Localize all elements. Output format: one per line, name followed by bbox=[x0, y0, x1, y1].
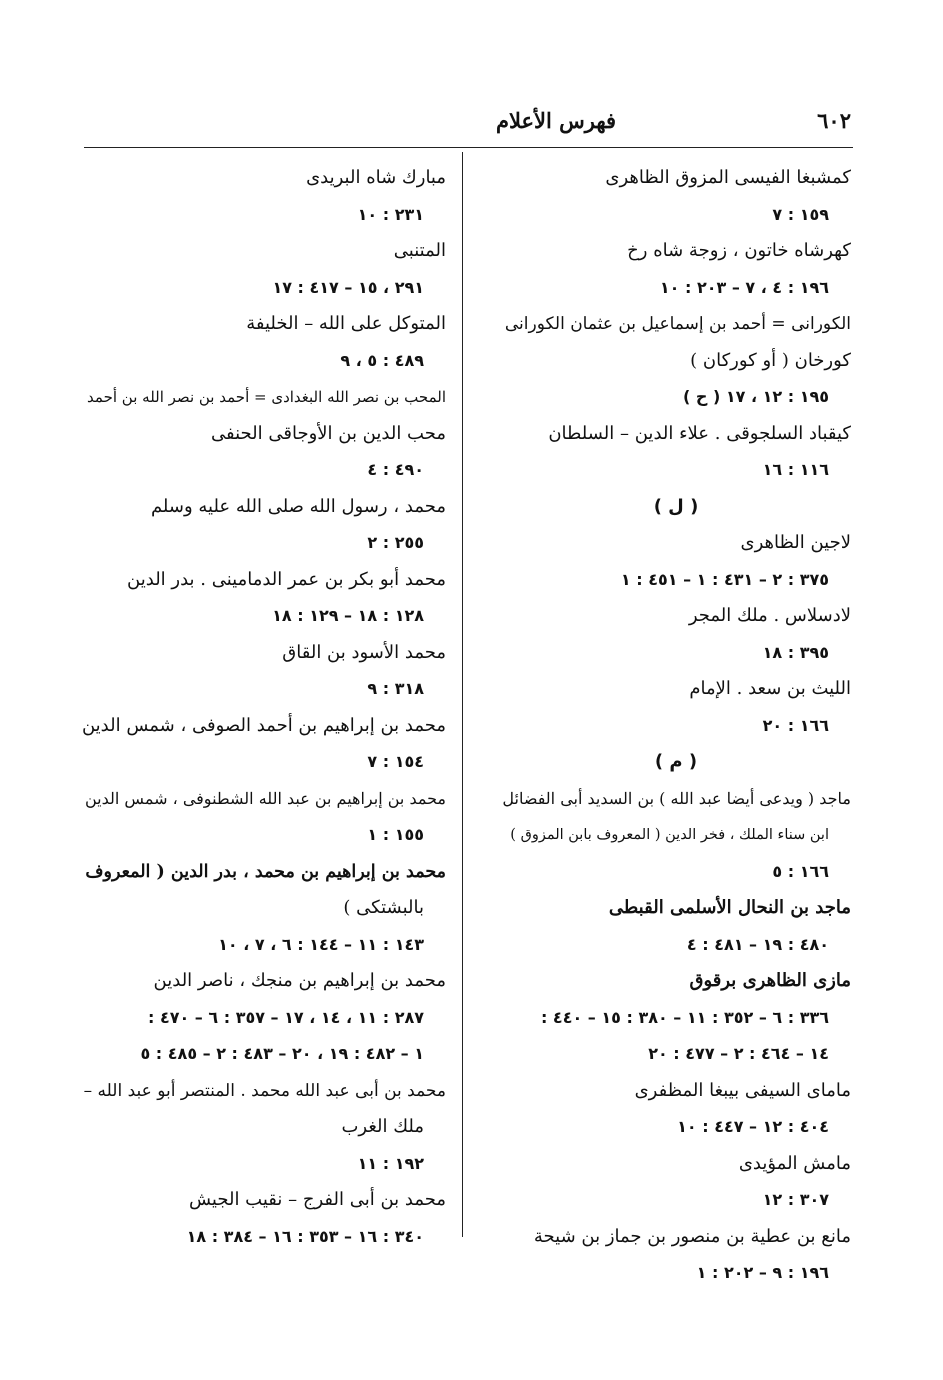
running-title: فهرس الأعلام bbox=[495, 108, 617, 133]
page-references: ١٩٥ : ١٢ ، ١٧ ( ح ) bbox=[683, 387, 829, 406]
page-references: ٤٠٤ : ١٢ – ٤٤٧ : ١٠ bbox=[677, 1117, 829, 1136]
page-references: ١٥٤ : ٧ bbox=[367, 752, 424, 771]
page-references: ١ – ٤٨٢ : ١٩ ، ٢٠ – ٤٨٣ : ٢ – ٤٨٥ : ٥ bbox=[140, 1044, 424, 1063]
right-column bbox=[501, 160, 851, 1292]
page-references: ٢٩١ ، ١٥ – ٤١٧ : ١٧ bbox=[272, 277, 424, 297]
index-entry-name: كورخان ( أو كوركان ) bbox=[690, 349, 851, 371]
page-references: ٣١٨ : ٩ bbox=[367, 679, 424, 698]
page-references: ٣٣٦ : ٦ – ٣٥٢ : ١١ – ٣٨٠ : ١٥ – ٤٤٠ : bbox=[540, 1007, 829, 1027]
index-entry-name: المتنبى bbox=[393, 240, 446, 261]
index-entry-name: مامش المؤيدى bbox=[738, 1152, 851, 1174]
index-entry-name: كهرشاه خاتون ، زوجة شاه رخ bbox=[627, 240, 851, 261]
index-entry-name: كيقباد السلجوقى . علاء الدين – السلطان bbox=[548, 422, 851, 444]
page-references: ٤٨٩ : ٥ ، ٩ bbox=[340, 350, 424, 370]
page-references: ١٢٨ : ١٨ – ١٢٩ : ١٨ bbox=[272, 606, 424, 625]
index-entry-continuation: ابن سناء الملك ، فخر الدين ( المعروف بابن المزوق ) bbox=[510, 827, 829, 843]
letter-section-heading: ( م ) bbox=[654, 751, 698, 772]
index-entry-name: لاجين الظاهرى bbox=[740, 532, 851, 553]
page-references: ٣٩٥ : ١٨ bbox=[762, 642, 829, 662]
left-column bbox=[76, 160, 446, 1255]
index-entry-name: محمد الأسود بن القاق bbox=[282, 641, 446, 663]
header-rule bbox=[84, 147, 853, 148]
page-references: ١٥٩ : ٧ bbox=[772, 204, 829, 224]
index-entry-name: كمشبغا الفيسى المزوق الظاهرى bbox=[605, 167, 851, 188]
index-entry-name: محمد بن إبراهيم بن عبد الله الشطنوفى ، شمس الدين bbox=[84, 788, 446, 808]
index-entry-name: محمد ، رسول الله صلى الله عليه وسلم bbox=[150, 495, 446, 517]
page-header bbox=[86, 108, 851, 138]
page-references: ٤٨٠ : ١٩ – ٤٨١ : ٤ bbox=[686, 934, 829, 954]
index-entry-name: لادسلاس . ملك المجر bbox=[688, 605, 851, 626]
index-entry-name: مانع بن عطية بن منصور بن جماز بن شيحة bbox=[533, 1225, 851, 1247]
page-references: ٣٤٠ : ١٦ – ٣٥٣ : ١٦ – ٣٨٤ : ١٨ bbox=[186, 1226, 424, 1246]
page-references: ٤٩٠ : ٤ bbox=[367, 460, 424, 479]
page-references: ٣٧٥ : ٢ – ٤٣١ : ١ – ٤٥١ : ١ bbox=[620, 569, 829, 589]
index-entry-name: ماماى السيفى بيبغا المظفرى bbox=[634, 1079, 851, 1101]
index-entry-name: مازى الظاهرى برقوق bbox=[689, 970, 851, 991]
page-references: ١٩٢ : ١١ bbox=[357, 1153, 424, 1173]
page-references: ٣٠٧ : ١٢ bbox=[762, 1190, 829, 1209]
index-entry-name: محمد بن إبراهيم بن منجك ، ناصر الدين bbox=[153, 970, 446, 991]
page-references: ٢٨٧ : ١١ ، ١٤ ، ١٧ – ٣٥٧ : ٦ – ٤٧٠ : bbox=[147, 1007, 424, 1027]
page-references: ٢٣١ : ١٠ bbox=[357, 204, 424, 224]
index-entry-name: محمد بن أبى الفرج – نقيب الجيش bbox=[188, 1189, 446, 1210]
page-references: ١٩٦ : ٩ – ٢٠٢ : ١ bbox=[696, 1263, 829, 1282]
page-references: ١١٦ : ١٦ bbox=[762, 460, 829, 479]
page-references: ٢٥٥ : ٢ bbox=[367, 533, 424, 552]
index-entry-continuation: ملك الغرب bbox=[341, 1116, 424, 1137]
page-references: ١٩٦ : ٤ ، ٧ – ٢٠٣ : ١٠ bbox=[659, 277, 829, 297]
index-entry-name: محمد أبو بكر بن عمر الدمامينى . بدر الدين bbox=[127, 568, 446, 590]
page-references: ١٤٣ : ١١ – ١٤٤ : ٦ ، ٧ ، ١٠ bbox=[218, 934, 424, 954]
index-entry-name: محمد بن إبراهيم بن أحمد الصوفى ، شمس الدين bbox=[81, 714, 446, 736]
index-entry-name: المتوكل على الله – الخليفة bbox=[246, 313, 446, 334]
page-number: ٦٠٢ bbox=[817, 108, 851, 133]
index-entry-name: الليث بن سعد . الإمام bbox=[689, 678, 851, 699]
index-entry-name: ماجد بن النحال الأسلمى القبطى bbox=[608, 897, 851, 918]
index-entry-name: مبارك شاه البريدى bbox=[306, 167, 446, 188]
index-entry-name: ماجد ( ويدعى أيضا عبد الله ) بن السديد أبى الفضائل bbox=[502, 788, 851, 808]
page-references: ١٤ – ٤٦٤ : ٢ – ٤٧٧ : ٢٠ bbox=[648, 1044, 829, 1063]
page-references: ١٦٦ : ٥ bbox=[772, 861, 829, 881]
letter-section-heading: ( ل ) bbox=[653, 495, 699, 517]
index-entry-name: المحب بن نصر الله البغدادى = أحمد بن نصر الله بن أحمد bbox=[87, 388, 446, 406]
index-entry-name: محب الدين بن الأوجاقى الحنفى bbox=[210, 422, 446, 444]
index-entry-continuation: بالبشتكى ) bbox=[343, 897, 424, 918]
index-entry-name: الكورانى = أحمد بن إسماعيل بن عثمان الكورانى bbox=[504, 314, 851, 334]
page-references: ١٦٦ : ٢٠ bbox=[762, 715, 829, 735]
index-entry-name: محمد بن أبى عبد الله محمد . المنتصر أبو عبد الله – bbox=[83, 1080, 446, 1101]
index-entry-name: محمد بن إبراهيم بن محمد ، بدر الدين ( المعروف bbox=[85, 861, 446, 882]
page-references: ١٥٥ : ١ bbox=[367, 825, 424, 844]
column-divider bbox=[462, 152, 463, 1237]
